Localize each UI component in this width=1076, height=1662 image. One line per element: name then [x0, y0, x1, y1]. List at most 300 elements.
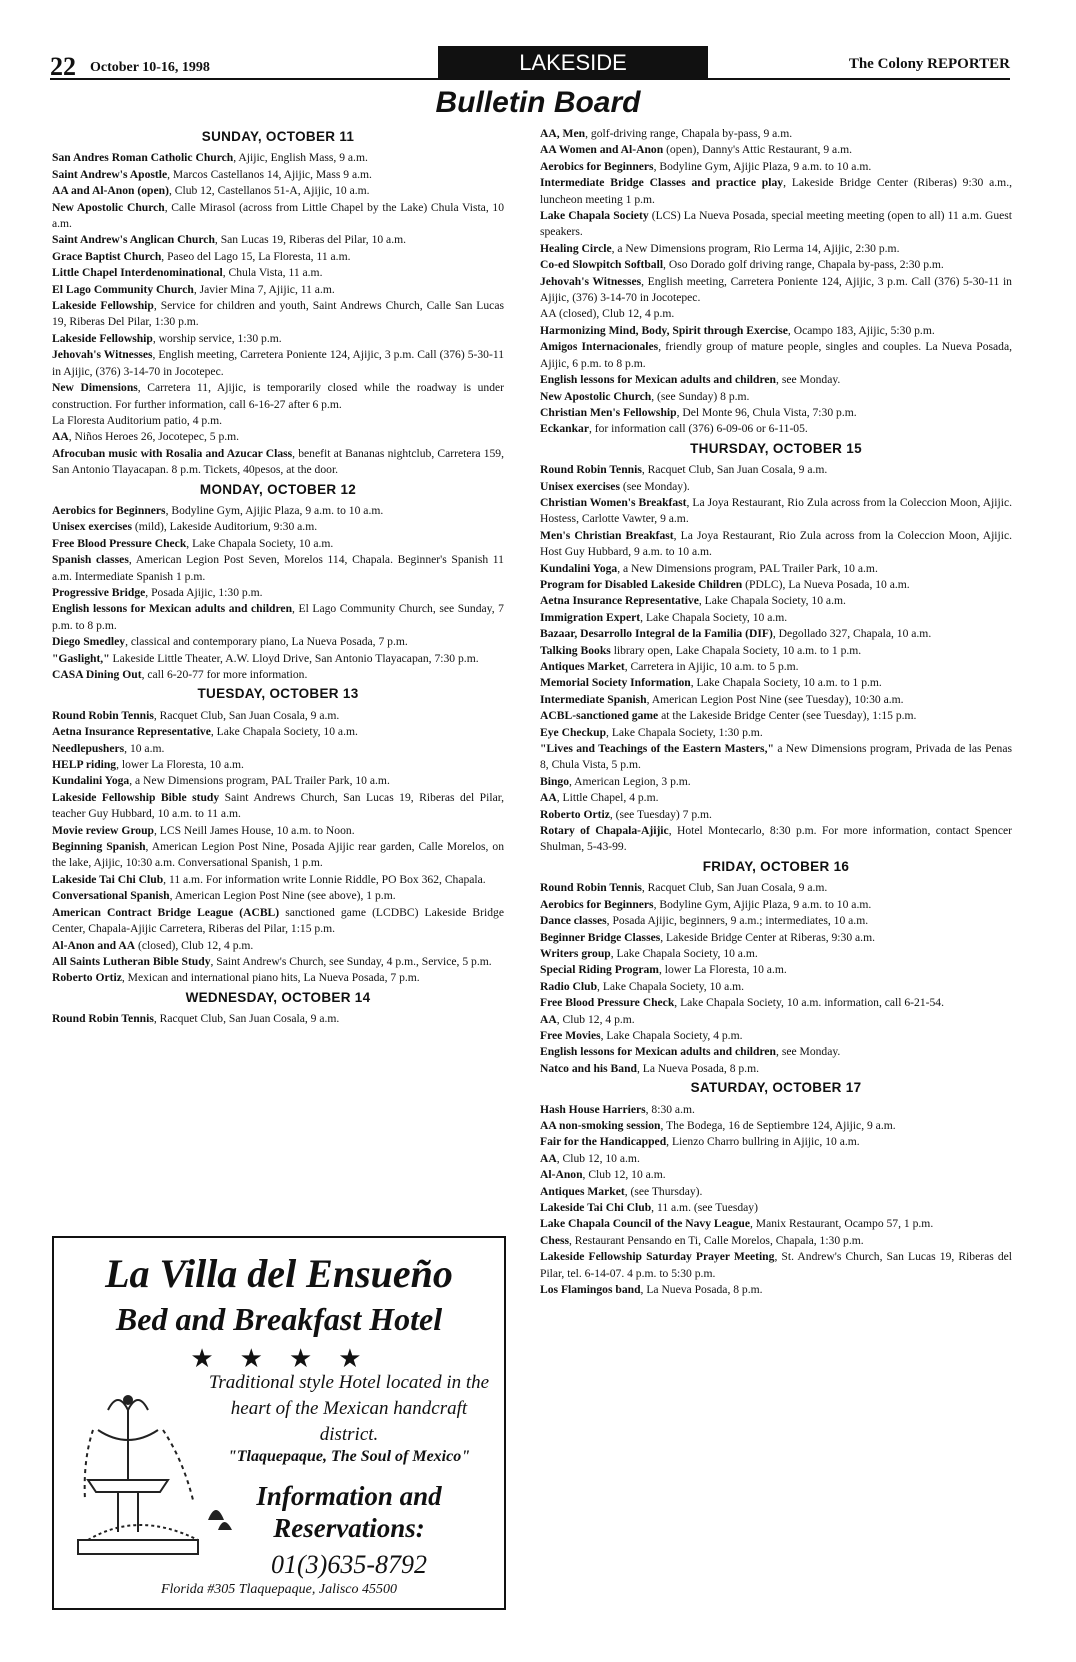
event-entry [540, 610, 1012, 626]
event-details: , Lienzo Charro bullring in Ajijic, 10 a.m. [666, 1135, 860, 1149]
event-name: Los Flamingos band [540, 1283, 641, 1297]
event-name: Dance classes [540, 914, 607, 928]
event-entry [540, 479, 1012, 495]
event-details: , St. Andrew's Church, San Lucas 19, Riberas del Pilar, tel. 6-14-07. 4 p.m. to 5:30 p.m. [540, 1250, 1012, 1280]
event-details: , Posada Ajijic, beginners, 9 a.m.; intermediates, 10 a.m. [606, 914, 869, 928]
event-name: "Lives and Teachings of the Eastern Masters," [540, 742, 774, 756]
event-details: , 8:30 a.m. [645, 1102, 695, 1116]
ad-info-label: Information and Reservations: [256, 1481, 442, 1543]
event-name: Roberto Ortiz [52, 971, 122, 985]
event-entry [540, 1167, 1012, 1183]
event-name: Round Robin Tennis [540, 881, 642, 895]
event-name: Diego Smedley [52, 635, 126, 649]
event-details: , Club 12, 4 p.m. [556, 1012, 635, 1026]
masthead [50, 46, 1010, 80]
event-entry [540, 577, 1012, 593]
event-details: , Restaurant Pensando en Ti, Calle Morelos, Chapala, 1:30 p.m. [569, 1233, 864, 1247]
event-name: Lake Chapala Council of the Navy League [540, 1217, 750, 1231]
event-entry [540, 626, 1012, 642]
paper-name: The Colony REPORTER [848, 56, 1010, 72]
event-entry [540, 372, 1012, 388]
event-name: Antiques Market [540, 660, 625, 673]
event-details: , Lake Chapala Society, 10 a.m. [186, 536, 334, 550]
event-entry [540, 306, 1012, 322]
event-entry [540, 807, 1012, 823]
event-details: , Ajijic, English Mass, 9 a.m. [233, 151, 368, 165]
event-name: New Apostolic Church [52, 200, 165, 214]
event-name: Afrocuban music with Rosalia and Azucar Class [52, 446, 293, 460]
fountain-illustration [68, 1370, 248, 1570]
event-name: ACBL-sanctioned game [540, 709, 659, 723]
event-details: , Bodyline Gym, Ajijic Plaza, 9 a.m. to 10 a.m. [653, 159, 872, 173]
event-details: , benefit at Bananas nightclub, Carretera 159, San Antonio Tlayacapan. 8 p.m. Tickets, 40pesos, at the door. [52, 446, 504, 477]
event-entry [540, 1012, 1012, 1028]
event-entry [540, 823, 1012, 856]
event-name: AA [540, 791, 557, 805]
event-name: "Gaslight," [52, 651, 110, 665]
event-entry [540, 1061, 1012, 1077]
event-details: , La Nueva Posada, 8 p.m. [640, 1283, 763, 1297]
event-name: Harmonizing Mind, Body, Spirit through Exercise [540, 323, 788, 337]
event-name: Lakeside Fellowship Saturday Prayer Meeting [540, 1250, 775, 1264]
event-entry [52, 503, 504, 519]
event-entry [52, 183, 504, 199]
event-details: , Calle Mirasol (across from Little Chapel by the Lake) Chula Vista, 10 a.m. [52, 200, 504, 231]
event-details: Lakeside Little Theater, A.W. Lloyd Drive, San Antonio Tlayacapan, 7:30 p.m. [109, 651, 479, 665]
event-details: , a New Dimensions program, Rio Lerma 14, Ajijic, 2:30 p.m. [611, 241, 900, 255]
ad-body [54, 1370, 504, 1580]
event-entry [52, 167, 504, 183]
event-name: Eckankar [540, 422, 589, 436]
event-name: San Andres Roman Catholic Church [52, 151, 234, 165]
event-entry [52, 347, 504, 380]
event-name: Antiques Market [540, 1184, 625, 1198]
event-name: Lakeside Fellowship [52, 331, 153, 345]
event-details: , see Monday. [776, 1045, 841, 1059]
event-details: AA (closed), Club 12, 4 p.m. [540, 307, 675, 321]
event-name: Natco and his Band [540, 1061, 637, 1075]
ad-description: Traditional style Hotel located in the heart of the Mexican handcraft district. [208, 1372, 490, 1445]
event-entry [540, 339, 1012, 372]
event-name: AA, Men [540, 127, 586, 140]
event-entry [52, 790, 504, 823]
event-details: , Lakeside Bridge Center (Riberas) 9:30 a.m., luncheon meeting 1 p.m. [540, 176, 1012, 206]
event-name: AA [540, 1012, 557, 1026]
hotel-advertisement [52, 1236, 506, 1610]
right-column [540, 126, 1012, 1298]
event-details: , Racquet Club, San Juan Cosala, 9 a.m. [641, 881, 828, 895]
event-entry [540, 126, 1012, 142]
event-name: Christian Women's Breakfast [540, 495, 687, 509]
event-entry [52, 954, 504, 970]
event-entry [52, 872, 504, 888]
event-details: , (see Sunday) 8 p.m. [651, 389, 750, 403]
event-details: , golf-driving range, Chapala by-pass, 9 a.m. [585, 127, 793, 140]
ad-hotel-name: La Villa del Ensueño [105, 1251, 453, 1296]
event-entry [540, 1118, 1012, 1134]
event-entry [52, 773, 504, 789]
event-details: , 11 a.m. (see Tuesday) [651, 1201, 758, 1214]
event-entry [540, 708, 1012, 724]
event-name: AA non-smoking session [540, 1118, 661, 1132]
event-name: Amigos Internacionales [540, 340, 659, 354]
ad-phone: 01(3)635-8792 [271, 1550, 427, 1579]
event-details: , American Legion Post Nine (see Tuesday), 10:30 a.m. [646, 692, 904, 706]
section-banner: LAKESIDE [438, 46, 708, 78]
ad-subtitle: Bed and Breakfast Hotel [115, 1301, 443, 1337]
event-details: , Racquet Club, San Juan Cosala, 9 a.m. [153, 708, 340, 722]
event-details: , Bodyline Gym, Ajijic Plaza, 9 a.m. to 10 a.m. [165, 503, 384, 517]
event-entry [540, 142, 1012, 158]
event-entry [52, 724, 504, 740]
event-entry [52, 331, 504, 347]
day-section [540, 859, 1012, 1077]
event-entry [52, 413, 504, 429]
event-details: , Lakeside Bridge Center at Riberas, 9:30 a.m. [660, 930, 875, 944]
event-details: (mild), Lakeside Auditorium, 9:30 a.m. [131, 520, 318, 534]
event-entry [52, 601, 504, 634]
event-name: English lessons for Mexican adults and children [540, 373, 777, 387]
event-name: American Contract Bridge League (ACBL) [52, 905, 280, 919]
event-entry [540, 946, 1012, 962]
event-name: Grace Baptist Church [52, 249, 162, 263]
event-details: , a New Dimensions program, PAL Trailer Park, 10 a.m. [617, 561, 878, 575]
event-details: sanctioned game (LCDBC) Lakeside Bridge Center, Chapala-Ajijic Carretera, Riberas del Pilar, 1:15 p.m. [52, 905, 504, 936]
event-details: , Posada Ajijic, 1:30 p.m. [145, 585, 263, 599]
event-entry [540, 675, 1012, 691]
event-name: Unisex exercises [52, 520, 132, 534]
event-entry [52, 249, 504, 265]
event-entry [540, 930, 1012, 946]
event-entry [52, 585, 504, 601]
event-entry [540, 159, 1012, 175]
event-details: , lower La Floresta, 10 a.m. [116, 758, 244, 772]
event-entry [540, 1044, 1012, 1060]
event-details: , El Lago Community Church, see Sunday, 7 p.m. to 8 p.m. [52, 602, 504, 632]
event-details: , Little Chapel, 4 p.m. [556, 791, 659, 805]
event-name: Bazaar, Desarrollo Integral de la Familia (DIF) [540, 627, 773, 641]
event-name: Lakeside Tai Chi Club [540, 1201, 652, 1214]
event-name: Memorial Society Information [540, 676, 691, 690]
event-details: , Racquet Club, San Juan Cosala, 9 a.m. [153, 1012, 340, 1026]
event-name: Program for Disabled Lakeside Children [540, 577, 743, 591]
event-details: , English meeting, Carretera Poniente 124, Ajijic, 3 p.m. Call (376) 5-30-11 in Ajijic, (376) 3-14-70 in Jocotepec. [52, 348, 504, 378]
event-name: Jehovah's Witnesses [540, 274, 642, 288]
event-name: Needlepushers [52, 741, 125, 755]
event-details: at the Lakeside Bridge Center (see Tuesday), 1:15 p.m. [658, 709, 917, 723]
event-name: Men's Christian Breakfast [540, 528, 674, 542]
event-entry [540, 995, 1012, 1011]
event-entry [540, 389, 1012, 405]
event-name: Lakeside Tai Chi Club [52, 872, 164, 886]
event-details: , (see Thursday). [624, 1184, 703, 1198]
event-details: , American Legion, 3 p.m. [569, 774, 691, 788]
day-section [52, 990, 504, 1028]
event-details: , Marcos Castellanos 14, Ajijic, Mass 9 a.m. [167, 167, 372, 181]
event-name: Progressive Bridge [52, 585, 146, 599]
event-details: , lower La Floresta, 10 a.m. [658, 963, 787, 977]
event-name: Unisex exercises [540, 479, 620, 493]
event-name: CASA Dining Out [52, 668, 142, 681]
event-entry [540, 643, 1012, 659]
event-name: Al-Anon and AA [52, 938, 136, 952]
event-name: Jehovah's Witnesses [52, 348, 153, 362]
day-heading: TUESDAY, OCTOBER 13 [197, 686, 359, 702]
event-entry [540, 1249, 1012, 1282]
event-details: Saint Andrews Church, San Lucas 19, Riberas del Pilar, teacher Guy Hubbard, 10 a.m. to 11 a.m. [52, 790, 505, 821]
event-entry [540, 1216, 1012, 1232]
event-name: Fair for the Handicapped [540, 1135, 667, 1149]
event-details: (LCS) La Nueva Posada, special meeting meeting (open to all) 11 a.m. Guest speakers. [540, 209, 1013, 239]
day-section [540, 441, 1012, 856]
event-entry [540, 561, 1012, 577]
event-entry [52, 519, 504, 535]
event-entry [540, 421, 1012, 437]
event-details: a New Dimensions program, Privada de las Penas 8, Chula Vista, 5 p.m. [540, 742, 1012, 772]
event-details: , for information call (376) 6-09-06 or 6-11-05. [588, 422, 808, 436]
event-details: , 11 a.m. For information write Lonnie Riddle, PO Box 362, Chapala. [163, 872, 486, 886]
event-entry [52, 150, 504, 166]
event-name: Little Chapel Interdenominational [52, 266, 223, 280]
event-name: Special Riding Program [540, 963, 659, 977]
event-name: Aetna Insurance Representative [540, 594, 699, 608]
event-details: , Oso Dorado golf driving range, Chapala by-pass, 2:30 p.m. [663, 258, 944, 272]
event-details: library open, Lake Chapala Society, 10 a.m. to 1 p.m. [610, 643, 862, 657]
event-name: Saint Andrew's Apostle [52, 167, 168, 181]
event-details: , friendly group of mature people, singles and couples. La Nueva Posada, Ajijic, 6 p.m. to 8 p.m. [540, 340, 1012, 370]
event-entry [52, 232, 504, 248]
event-name: AA and Al-Anon (open) [52, 184, 169, 198]
event-name: Talking Books [540, 643, 611, 657]
event-entry [540, 405, 1012, 421]
event-details: , Lake Chapala Society, 1:30 p.m. [606, 725, 763, 739]
event-details: , Lake Chapala Society, 10 a.m. [597, 979, 745, 993]
event-details: , call 6-20-77 for more information. [141, 668, 308, 681]
event-name: English lessons for Mexican adults and children [52, 602, 293, 616]
event-entry [540, 1151, 1012, 1167]
event-details: , Carretera in Ajijic, 10 a.m. to 5 p.m. [624, 660, 799, 673]
event-entry [52, 446, 504, 479]
event-entry [52, 380, 504, 413]
event-name: Aerobics for Beginners [52, 503, 166, 517]
event-entry [52, 823, 504, 839]
event-entry [540, 1102, 1012, 1118]
event-details: (see Monday). [619, 479, 690, 493]
event-name: Hash House Harriers [540, 1102, 646, 1116]
event-name: Lakeside Fellowship Bible study [52, 790, 220, 804]
day-section [540, 126, 1012, 438]
event-entry [540, 692, 1012, 708]
event-name: Kundalini Yoga [52, 774, 130, 788]
event-name: Round Robin Tennis [52, 1012, 154, 1026]
event-details: , Manix Restaurant, Ocampo 57, 1 p.m. [750, 1217, 934, 1231]
event-entry [52, 667, 504, 683]
event-details: , Lake Chapala Society, 10 a.m. [610, 946, 758, 960]
event-details: , a New Dimensions program, PAL Trailer Park, 10 a.m. [129, 774, 390, 788]
event-name: El Lago Community Church [52, 282, 194, 296]
day-section [540, 1080, 1012, 1298]
event-name: Round Robin Tennis [540, 463, 642, 477]
event-details: , Degollado 327, Chapala, 10 a.m. [772, 627, 932, 641]
event-name: Free Blood Pressure Check [52, 536, 187, 550]
event-details: , Ocampo 183, Ajijic, 5:30 p.m. [787, 323, 935, 337]
event-name: Writers group [540, 946, 611, 960]
event-entry [52, 200, 504, 233]
event-details: , Mexican and international piano hits, La Nueva Posada, 7 p.m. [121, 971, 420, 985]
event-details: , Club 12, 10 a.m. [582, 1168, 666, 1182]
event-entry [540, 257, 1012, 273]
event-entry [52, 938, 504, 954]
event-entry [52, 265, 504, 281]
event-details: , Lake Chapala Society, 10 a.m. [210, 725, 358, 739]
event-name: Movie review Group [52, 823, 154, 837]
event-name: Rotary of Chapala-Ajijic [540, 824, 669, 838]
event-entry [540, 790, 1012, 806]
event-details: (open), Danny's Attic Restaurant, 9 a.m. [663, 143, 853, 157]
event-entry [52, 839, 504, 872]
event-entry [540, 274, 1012, 307]
event-name: HELP riding [52, 758, 117, 772]
event-details: , La Joya Restaurant, Rio Zula across from la Coleccion Moon, Ajijic. Host Guy Hubbard, 9 a.m. to 10 a.m. [540, 528, 1012, 559]
event-name: Aetna Insurance Representative [52, 725, 211, 739]
event-name: Bingo [540, 774, 569, 788]
event-name: Chess [540, 1233, 569, 1247]
event-details: , LCS Neill James House, 10 a.m. to Noon. [153, 823, 355, 837]
event-name: Intermediate Bridge Classes and practice play [540, 176, 784, 190]
event-name: Intermediate Spanish [540, 692, 647, 706]
event-name: Roberto Ortiz [540, 807, 610, 821]
event-name: Lake Chapala Society [540, 209, 649, 223]
event-details: , 10 a.m. [124, 741, 165, 755]
day-heading: SUNDAY, OCTOBER 11 [201, 129, 355, 144]
event-details: , La Joya Restaurant, Rio Zula across from la Coleccion Moon, Ajijic. Hostess, Carlotte Vawter, 9 a.m. [540, 495, 1012, 526]
day-heading: SATURDAY, OCTOBER 17 [690, 1080, 862, 1096]
day-section [52, 686, 504, 986]
event-entry [540, 741, 1012, 774]
event-name: Spanish classes [52, 553, 129, 567]
event-details: , Del Monte 96, Chula Vista, 7:30 p.m. [676, 405, 857, 419]
event-details: , see Monday. [776, 373, 841, 387]
event-details: , La Nueva Posada, 8 p.m. [636, 1061, 759, 1075]
event-name: Immigration Expert [540, 610, 641, 624]
event-details: , The Bodega, 16 de Septiembre 124, Ajijic, 9 a.m. [660, 1118, 896, 1132]
ad-motto: "Tlaquepaque, The Soul of Mexico" [227, 1448, 471, 1465]
event-name: New Dimensions [52, 381, 138, 395]
event-details: La Floresta Auditorium patio, 4 p.m. [52, 413, 223, 427]
event-entry [540, 323, 1012, 339]
day-heading: FRIDAY, OCTOBER 16 [702, 858, 850, 874]
event-entry [52, 298, 504, 331]
event-details: , Saint Andrew's Church, see Sunday, 4 p.m., Service, 5 p.m. [210, 954, 492, 968]
event-details: , Club 12, 10 a.m. [556, 1151, 640, 1165]
event-details: , Lake Chapala Society, 10 a.m. [698, 594, 846, 608]
event-details: , (see Tuesday) 7 p.m. [609, 807, 712, 821]
event-name: Beginner Bridge Classes [540, 930, 661, 944]
event-entry [52, 757, 504, 773]
event-entry [52, 708, 504, 724]
event-details: , classical and contemporary piano, La Nueva Posada, 7 p.m. [125, 635, 408, 649]
event-name: Healing Circle [540, 241, 612, 255]
event-entry [540, 528, 1012, 561]
event-details: , Javier Mina 7, Ajijic, 11 a.m. [193, 282, 335, 296]
event-name: Conversational Spanish [52, 889, 170, 903]
event-entry [540, 175, 1012, 208]
event-name: Beginning Spanish [52, 840, 146, 854]
event-entry [540, 774, 1012, 790]
event-name: AA [52, 430, 69, 444]
event-name: Christian Men's Fellowship [540, 405, 677, 419]
event-entry [540, 495, 1012, 528]
event-entry [540, 241, 1012, 257]
event-entry [52, 552, 504, 585]
event-name: Round Robin Tennis [52, 708, 154, 722]
event-details: , Lake Chapala Society, 10 a.m. to 1 p.m. [690, 676, 882, 690]
event-entry [540, 659, 1012, 675]
event-name: Co-ed Slowpitch Softball [540, 258, 664, 272]
day-section [52, 482, 504, 684]
event-name: Eye Checkup [540, 725, 607, 739]
event-entry [540, 208, 1012, 241]
event-details: , Club 12, Castellanos 51-A, Ajijic, 10 a.m. [168, 184, 370, 198]
event-entry [52, 536, 504, 552]
ad-stars: ★★★★ [190, 1344, 388, 1373]
day-heading: MONDAY, OCTOBER 12 [199, 481, 357, 497]
day-section [52, 129, 504, 479]
event-details: , Lake Chapala Society, 4 p.m. [600, 1028, 743, 1042]
event-entry [540, 462, 1012, 478]
event-entry [52, 1011, 504, 1027]
event-entry [540, 593, 1012, 609]
event-entry [540, 1184, 1012, 1200]
event-details: (closed), Club 12, 4 p.m. [135, 938, 254, 952]
day-heading: WEDNESDAY, OCTOBER 14 [185, 989, 371, 1005]
event-name: Radio Club [540, 979, 598, 993]
event-details: , American Legion Post Nine (see above), 1 p.m. [169, 889, 396, 903]
event-details: , Chula Vista, 11 a.m. [222, 266, 323, 280]
event-name: AA Women and Al-Anon [540, 143, 664, 157]
event-name: Al-Anon [540, 1168, 583, 1182]
event-name: AA [540, 1151, 557, 1165]
event-name: Kundalini Yoga [540, 561, 618, 575]
event-details: , Niños Heroes 26, Jocotepec, 5 p.m. [68, 430, 240, 444]
event-details: , worship service, 1:30 p.m. [152, 331, 282, 345]
event-entry [540, 1200, 1012, 1216]
event-entry [540, 1028, 1012, 1044]
event-name: Free Movies [540, 1028, 601, 1042]
event-name: Saint Andrew's Anglican Church [52, 233, 215, 247]
event-entry [52, 741, 504, 757]
day-heading: THURSDAY, OCTOBER 15 [690, 440, 862, 456]
event-entry [52, 888, 504, 904]
event-entry [52, 970, 504, 986]
event-details: , Hotel Montecarlo, 8:30 p.m. For more information, contact Spencer Shulman, 5-43-99. [540, 824, 1012, 854]
event-entry [540, 897, 1012, 913]
event-entry [52, 429, 504, 445]
event-name: Free Blood Pressure Check [540, 996, 675, 1010]
left-column [52, 126, 504, 1028]
event-details: , English meeting, Carretera Poniente 124, Ajijic, 3 p.m. Call (376) 5-30-11 in Ajijic, (376) 3-14-70 in Jocotepec. [540, 274, 1012, 305]
event-entry [52, 282, 504, 298]
event-name: Lakeside Fellowship [52, 299, 154, 313]
event-entry [52, 634, 504, 650]
event-entry [52, 905, 504, 938]
event-details: , Racquet Club, San Juan Cosala, 9 a.m. [641, 463, 828, 477]
event-details: , San Lucas 19, Riberas del Pilar, 10 a.m. [214, 233, 407, 247]
event-name: Aerobics for Beginners [540, 897, 654, 911]
event-entry [540, 979, 1012, 995]
event-details: , Lake Chapala Society, 10 a.m. [640, 610, 788, 624]
event-name: New Apostolic Church [540, 389, 652, 403]
